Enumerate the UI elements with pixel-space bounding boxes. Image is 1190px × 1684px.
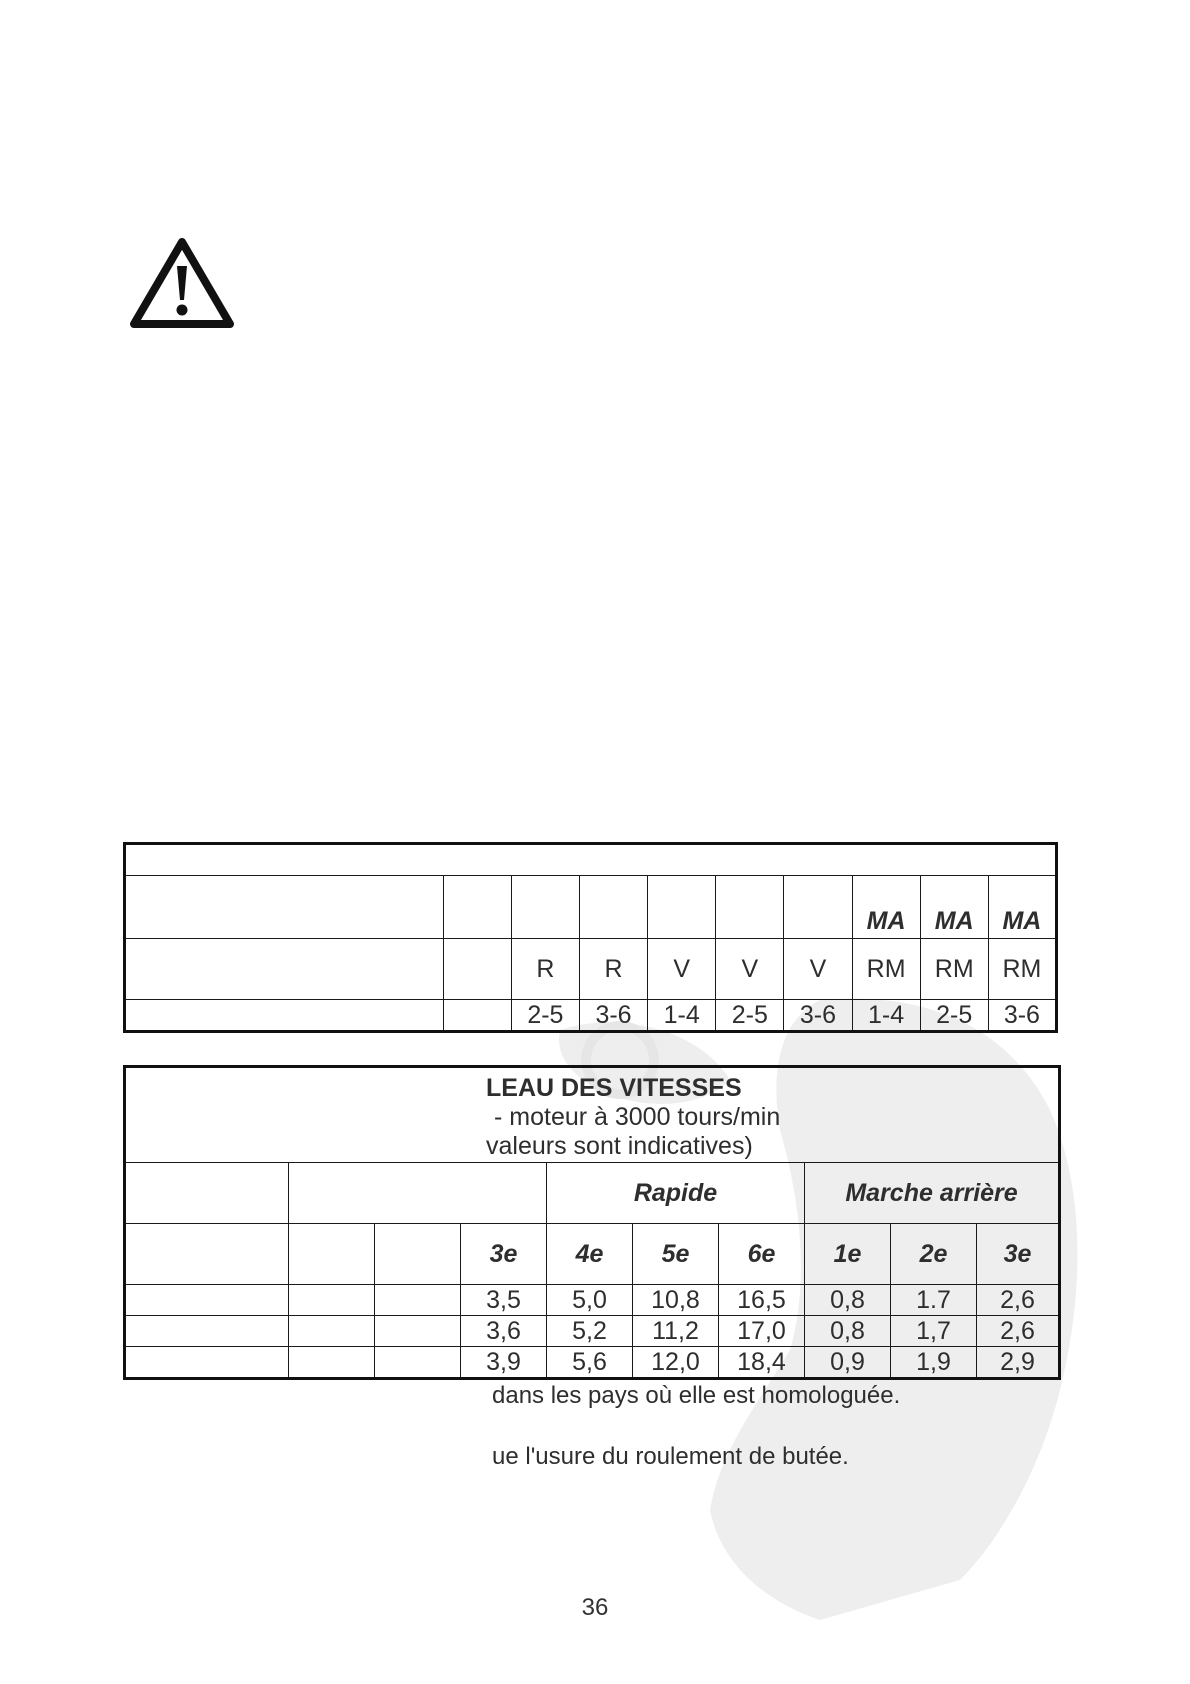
table-cell [784, 876, 852, 939]
table-cell [289, 1347, 375, 1379]
note-text: dans les pays où elle est homologuée. [492, 1382, 901, 1409]
table-cell: 2-5 [511, 1000, 579, 1032]
table-cell [579, 876, 647, 939]
table-cell: 1,7 [891, 1316, 977, 1347]
column-group-header: Marche arrière [805, 1163, 1060, 1224]
table-cell: 18,4 [719, 1347, 805, 1379]
table-cell: 5,2 [547, 1316, 633, 1347]
table-cell [125, 1285, 289, 1316]
table-cell: 1-4 [852, 1000, 920, 1032]
column-header: 1e [805, 1224, 891, 1285]
table-cell: 12,0 [633, 1347, 719, 1379]
table-cell [125, 844, 1057, 876]
table-cell: 17,0 [719, 1316, 805, 1347]
table-cell [289, 1316, 375, 1347]
warning-triangle-icon [128, 236, 236, 332]
table-header-row [125, 1163, 1060, 1224]
table-cell [125, 1316, 289, 1347]
table-row [125, 1316, 1060, 1347]
table-cell: 16,5 [719, 1285, 805, 1316]
table-cell [125, 939, 444, 1000]
table-cell: 11,2 [633, 1316, 719, 1347]
table-cell: 2-5 [920, 1000, 988, 1032]
table-header-row [125, 1224, 1060, 1285]
table-cell: 2-5 [716, 1000, 784, 1032]
table-cell [289, 1224, 375, 1285]
table-cell [125, 1224, 289, 1285]
table-cell [443, 939, 511, 1000]
column-header: 2e [891, 1224, 977, 1285]
table-cell: 0,8 [805, 1316, 891, 1347]
table-cell [443, 1000, 511, 1032]
table-cell: 2,6 [977, 1285, 1060, 1316]
speed-table-title-line: LEAU DES VITESSES [486, 1074, 742, 1102]
table-cell: RM [988, 939, 1056, 1000]
table-cell: 3-6 [784, 1000, 852, 1032]
table-cell [375, 1347, 461, 1379]
speed-table-title [125, 1067, 1060, 1163]
table-cell: MA [988, 876, 1056, 939]
table-cell [289, 1285, 375, 1316]
table-cell: MA [920, 876, 988, 939]
table-cell: 5,6 [547, 1347, 633, 1379]
table-cell [716, 876, 784, 939]
table-cell: V [716, 939, 784, 1000]
table-cell: V [784, 939, 852, 1000]
table-row [125, 1067, 1060, 1163]
column-header: 3e [461, 1224, 547, 1285]
table-row [125, 876, 1057, 939]
table-row [125, 1347, 1060, 1379]
table-cell: 3-6 [988, 1000, 1056, 1032]
speed-table-title-line: - moteur à 3000 tours/min [494, 1103, 781, 1131]
speed-table [123, 1065, 1061, 1380]
column-header: 3e [977, 1224, 1060, 1285]
table-cell [125, 876, 444, 939]
table-cell: RM [920, 939, 988, 1000]
column-header: 5e [633, 1224, 719, 1285]
table-cell [289, 1163, 547, 1224]
table-cell [511, 876, 579, 939]
table-cell: MA [852, 876, 920, 939]
page-number: 36 [581, 1594, 609, 1621]
table-cell [125, 1000, 444, 1032]
table-cell [125, 1163, 289, 1224]
table-row [125, 1285, 1060, 1316]
table-row [125, 844, 1057, 876]
column-header: 6e [719, 1224, 805, 1285]
table-cell [648, 876, 716, 939]
table-cell: 3-6 [579, 1000, 647, 1032]
table-cell: R [511, 939, 579, 1000]
table-cell: 1-4 [648, 1000, 716, 1032]
table-cell: 3,5 [461, 1285, 547, 1316]
table-cell [375, 1316, 461, 1347]
column-group-header: Rapide [547, 1163, 805, 1224]
speed-table-title-line: valeurs sont indicatives) [486, 1132, 753, 1160]
table-cell [375, 1285, 461, 1316]
note-text: ue l'usure du roulement de butée. [492, 1443, 849, 1470]
table-cell: 3,6 [461, 1316, 547, 1347]
table-cell: V [648, 939, 716, 1000]
table-cell: 3,9 [461, 1347, 547, 1379]
table-cell [125, 1347, 289, 1379]
table-cell: 5,0 [547, 1285, 633, 1316]
gear-selector-table [123, 842, 1058, 1033]
table-cell: 2,9 [977, 1347, 1060, 1379]
table-cell: 1.7 [891, 1285, 977, 1316]
table-cell: 2,6 [977, 1316, 1060, 1347]
column-header: 4e [547, 1224, 633, 1285]
table-cell: 0,8 [805, 1285, 891, 1316]
table-cell [443, 876, 511, 939]
table-cell: RM [852, 939, 920, 1000]
table-cell: R [579, 939, 647, 1000]
table-cell: 0,9 [805, 1347, 891, 1379]
table-cell [375, 1224, 461, 1285]
table-cell: 1,9 [891, 1347, 977, 1379]
table-row [125, 1000, 1057, 1032]
table-cell: 10,8 [633, 1285, 719, 1316]
table-row [125, 939, 1057, 1000]
